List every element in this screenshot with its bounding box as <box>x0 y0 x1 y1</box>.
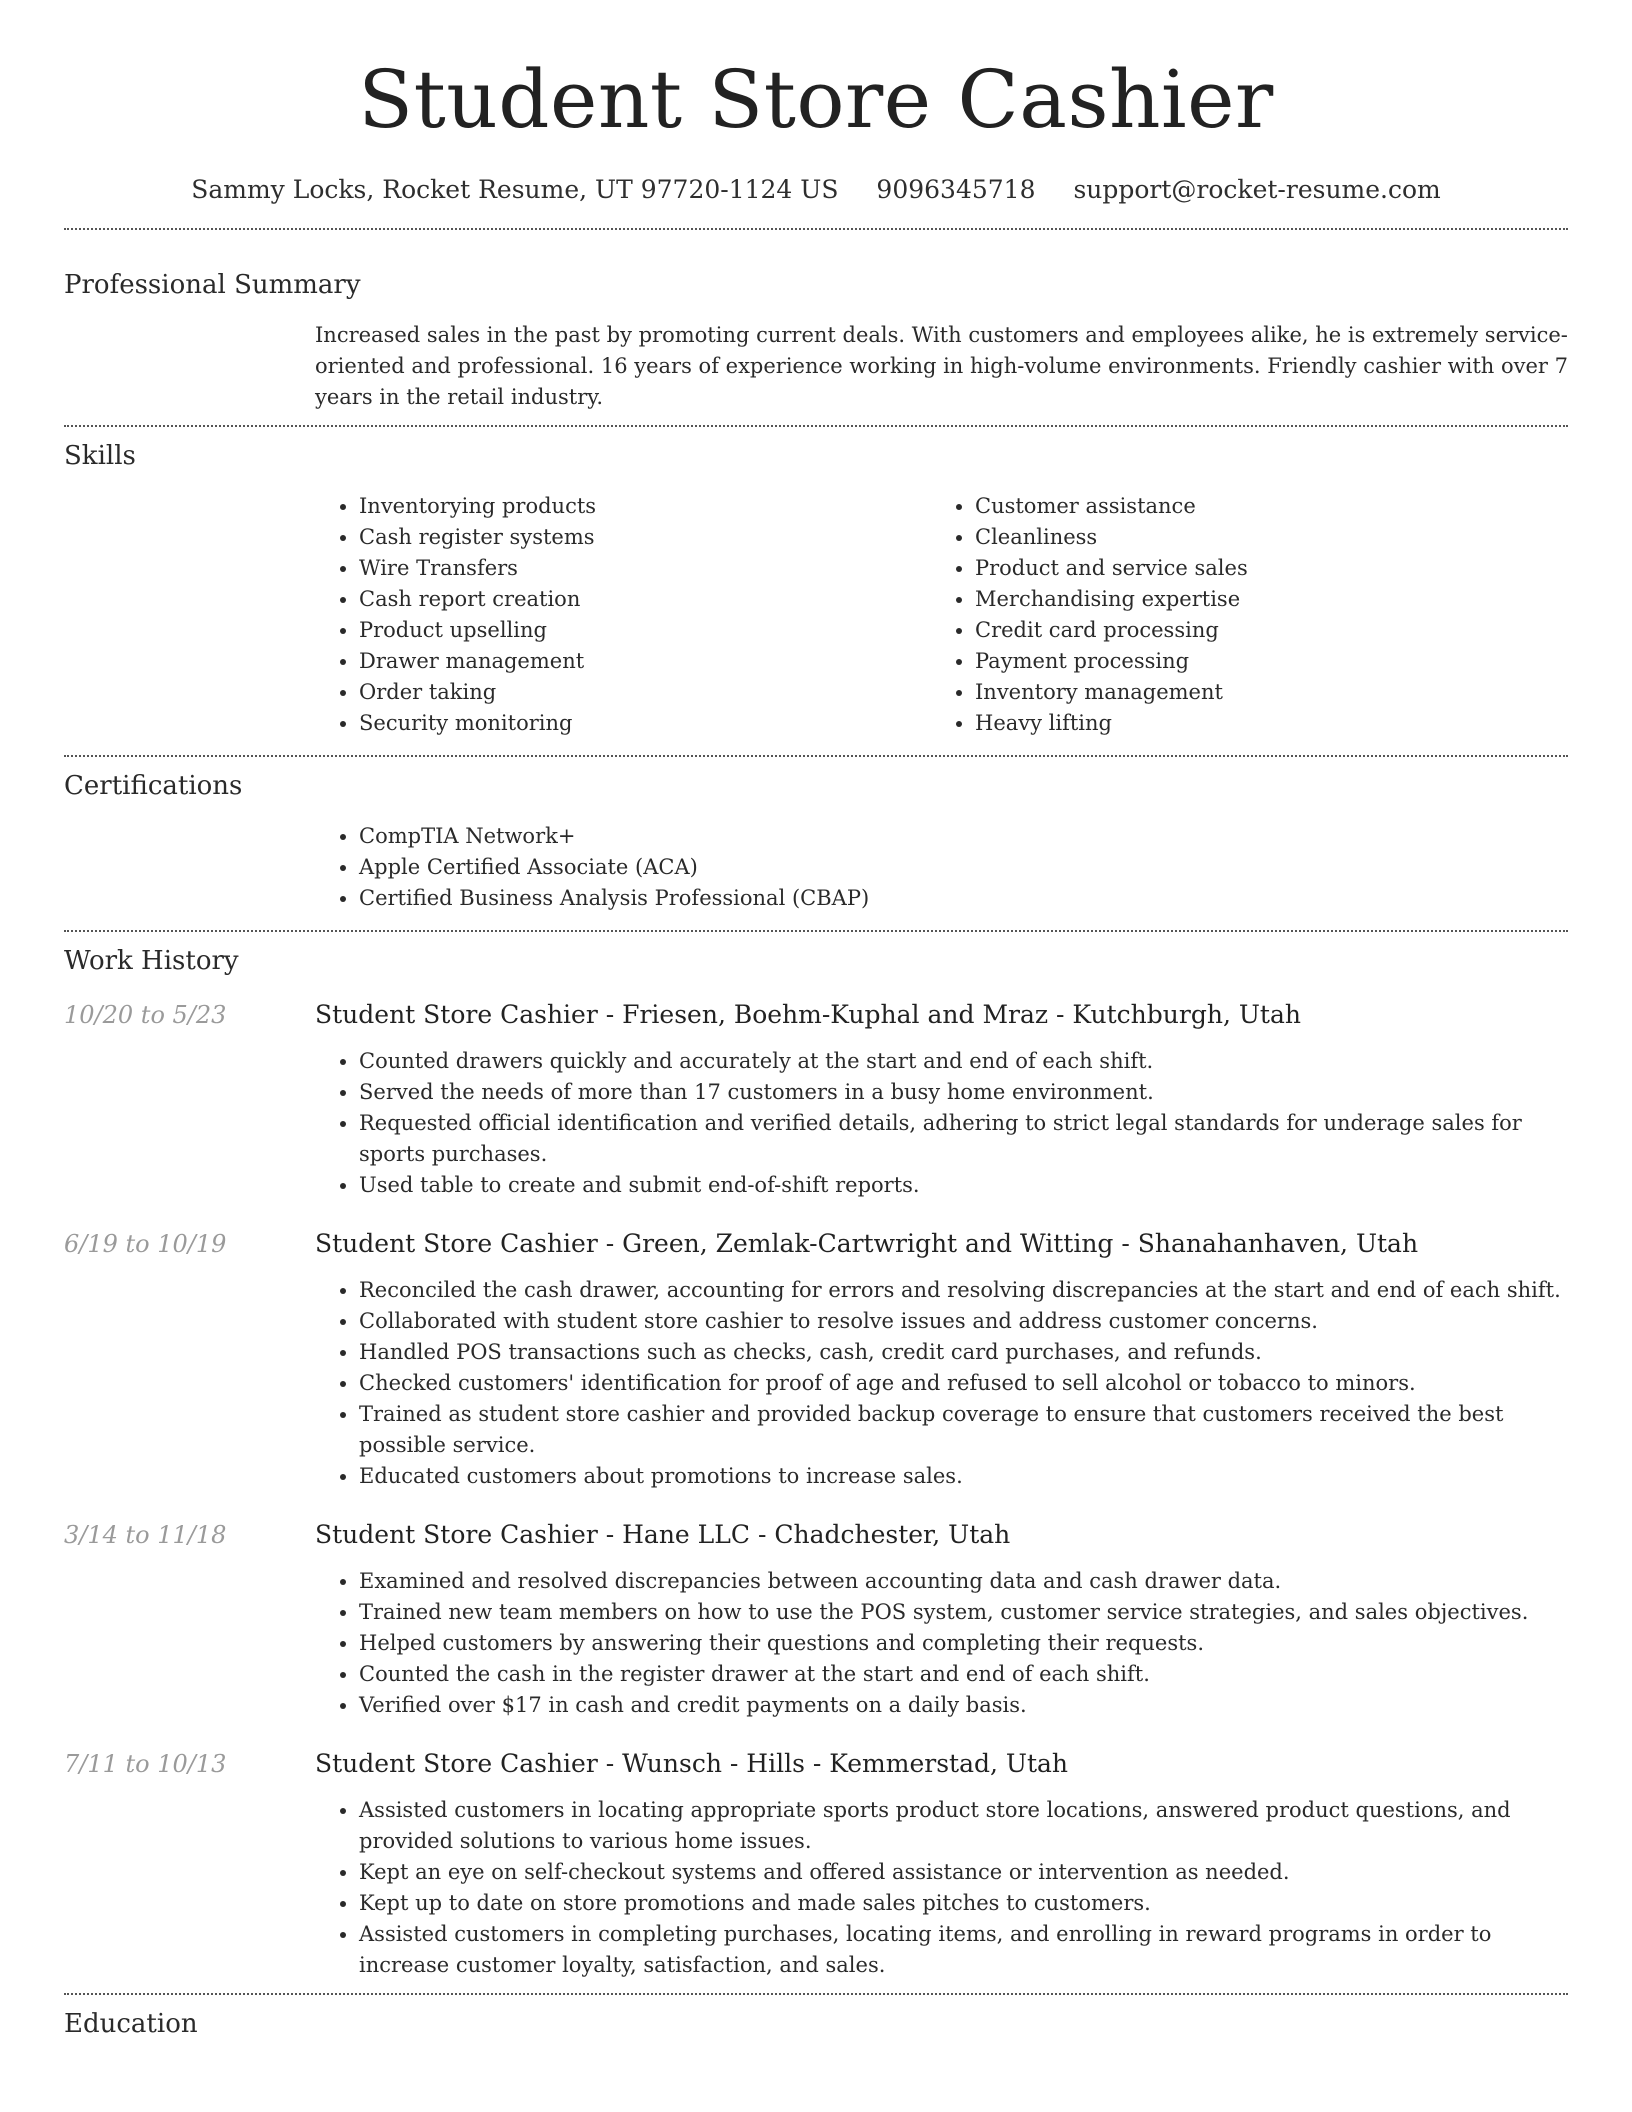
skill-item: • Payment processing <box>975 646 1547 677</box>
skills-heading: Skills <box>64 441 136 471</box>
job-bullet: • Examined and resolved discrepancies between accounting data and cash drawer data. <box>359 1566 1568 1597</box>
job-bullet: • Reconciled the cash drawer, accounting for errors and resolving discrepancies at the start and end of each shift. <box>359 1275 1568 1306</box>
certifications-heading: Certifications <box>64 771 243 801</box>
education-section <box>64 2007 1568 2041</box>
job-dates: 10/20 to 5/23 <box>64 1001 227 1029</box>
job-bullet: • Checked customers' identification for proof of age and refused to sell alcohol or tobacco to minors. <box>359 1368 1568 1399</box>
skill-item: • Customer assistance <box>975 491 1547 522</box>
job-bullet: • Educated customers about promotions to increase sales. <box>359 1461 1568 1492</box>
skill-item: • Cleanliness <box>975 522 1547 553</box>
job-bullets <box>315 1275 1568 1492</box>
skills-divider <box>64 755 1568 757</box>
skills-left-column <box>315 491 931 739</box>
resume-title: Student Store Cashier <box>358 53 1274 146</box>
job-bullet: • Counted drawers quickly and accurately at the start and end of each shift. <box>359 1046 1568 1077</box>
work-history-section <box>64 944 1568 1981</box>
job-bullet: • Requested official identification and verified details, adhering to strict legal standards for underage sales for sports purchases. <box>359 1108 1568 1170</box>
job-bullet: • Kept up to date on store promotions and made sales pitches to customers. <box>359 1888 1568 1919</box>
summary-section <box>64 268 1568 413</box>
job-bullet: • Kept an eye on self-checkout systems and offered assistance or intervention as needed. <box>359 1857 1568 1888</box>
contact-email: support@rocket-resume.com <box>1073 175 1441 204</box>
job-dates: 6/19 to 10/19 <box>64 1230 227 1258</box>
skill-item: • Inventorying products <box>359 491 931 522</box>
skill-item: • Order taking <box>359 677 931 708</box>
job-entry <box>64 1747 1568 1981</box>
certifications-section <box>64 769 1568 914</box>
skill-item: • Credit card processing <box>975 615 1547 646</box>
certifications-divider <box>64 930 1568 932</box>
job-title: Student Store Cashier - Hane LLC - Chadchester, Utah <box>315 1520 1011 1549</box>
work-history-divider <box>64 1993 1568 1995</box>
job-bullets <box>315 1046 1568 1201</box>
skills-list <box>315 491 1568 739</box>
skills-right-column <box>931 491 1547 739</box>
skills-section <box>64 439 1568 739</box>
certifications-list <box>315 821 1568 914</box>
job-title: Student Store Cashier - Wunsch - Hills - Kemmerstad, Utah <box>315 1749 1069 1778</box>
job-title: Student Store Cashier - Friesen, Boehm-Kuphal and Mraz - Kutchburgh, Utah <box>315 1000 1301 1029</box>
job-dates: 3/14 to 11/18 <box>64 1521 227 1549</box>
work-history-heading: Work History <box>64 946 239 976</box>
job-bullet: • Trained as student store cashier and provided backup coverage to ensure that customers received the best possible service. <box>359 1399 1568 1461</box>
certification-item: • CompTIA Network+ <box>359 821 1568 852</box>
summary-text: Increased sales in the past by promoting current deals. With customers and employees alike, he is extremely service-oriented and professional. 16 years of experience working in high-volume environments. Friendly cashier with over 7 years in the retail industry. <box>315 323 1569 409</box>
certification-item: • Apple Certified Associate (ACA) <box>359 852 1568 883</box>
skill-item: • Drawer management <box>359 646 931 677</box>
header-divider <box>64 228 1568 230</box>
job-bullet: • Assisted customers in locating appropriate sports product store locations, answered product questions, and provided solutions to various home issues. <box>359 1795 1568 1857</box>
job-bullets <box>315 1566 1568 1721</box>
job-bullet: • Trained new team members on how to use the POS system, customer service strategies, and sales objectives. <box>359 1597 1568 1628</box>
job-entry <box>64 998 1568 1201</box>
skill-item: • Heavy lifting <box>975 708 1547 739</box>
contact-phone: 9096345718 <box>876 175 1036 204</box>
job-bullet: • Collaborated with student store cashier to resolve issues and address customer concerns. <box>359 1306 1568 1337</box>
job-dates: 7/11 to 10/13 <box>64 1750 227 1778</box>
education-heading: Education <box>64 2009 198 2039</box>
contact-address: Sammy Locks, Rocket Resume, UT 97720-1124 US <box>191 175 839 204</box>
job-entry <box>64 1227 1568 1492</box>
job-bullet: • Served the needs of more than 17 customers in a busy home environment. <box>359 1077 1568 1108</box>
skill-item: • Inventory management <box>975 677 1547 708</box>
summary-heading: Professional Summary <box>64 270 361 300</box>
skill-item: • Cash register systems <box>359 522 931 553</box>
job-entry <box>64 1518 1568 1721</box>
job-bullet: • Verified over $17 in cash and credit payments on a daily basis. <box>359 1690 1568 1721</box>
contact-line <box>64 174 1568 206</box>
summary-divider <box>64 425 1568 427</box>
certification-item: • Certified Business Analysis Professional (CBAP) <box>359 883 1568 914</box>
skill-item: • Security monitoring <box>359 708 931 739</box>
job-bullet: • Helped customers by answering their questions and completing their requests. <box>359 1628 1568 1659</box>
job-bullet: • Counted the cash in the register drawer at the start and end of each shift. <box>359 1659 1568 1690</box>
skill-item: • Product upselling <box>359 615 931 646</box>
skill-item: • Wire Transfers <box>359 553 931 584</box>
job-bullet: • Used table to create and submit end-of-shift reports. <box>359 1170 1568 1201</box>
job-bullets <box>315 1795 1568 1981</box>
job-bullet: • Handled POS transactions such as checks, cash, credit card purchases, and refunds. <box>359 1337 1568 1368</box>
skill-item: • Cash report creation <box>359 584 931 615</box>
skill-item: • Product and service sales <box>975 553 1547 584</box>
job-title: Student Store Cashier - Green, Zemlak-Cartwright and Witting - Shanahanhaven, Utah <box>315 1229 1419 1258</box>
job-bullet: • Assisted customers in completing purchases, locating items, and enrolling in reward programs in order to increase customer loyalty, satisfaction, and sales. <box>359 1919 1568 1981</box>
skill-item: • Merchandising expertise <box>975 584 1547 615</box>
